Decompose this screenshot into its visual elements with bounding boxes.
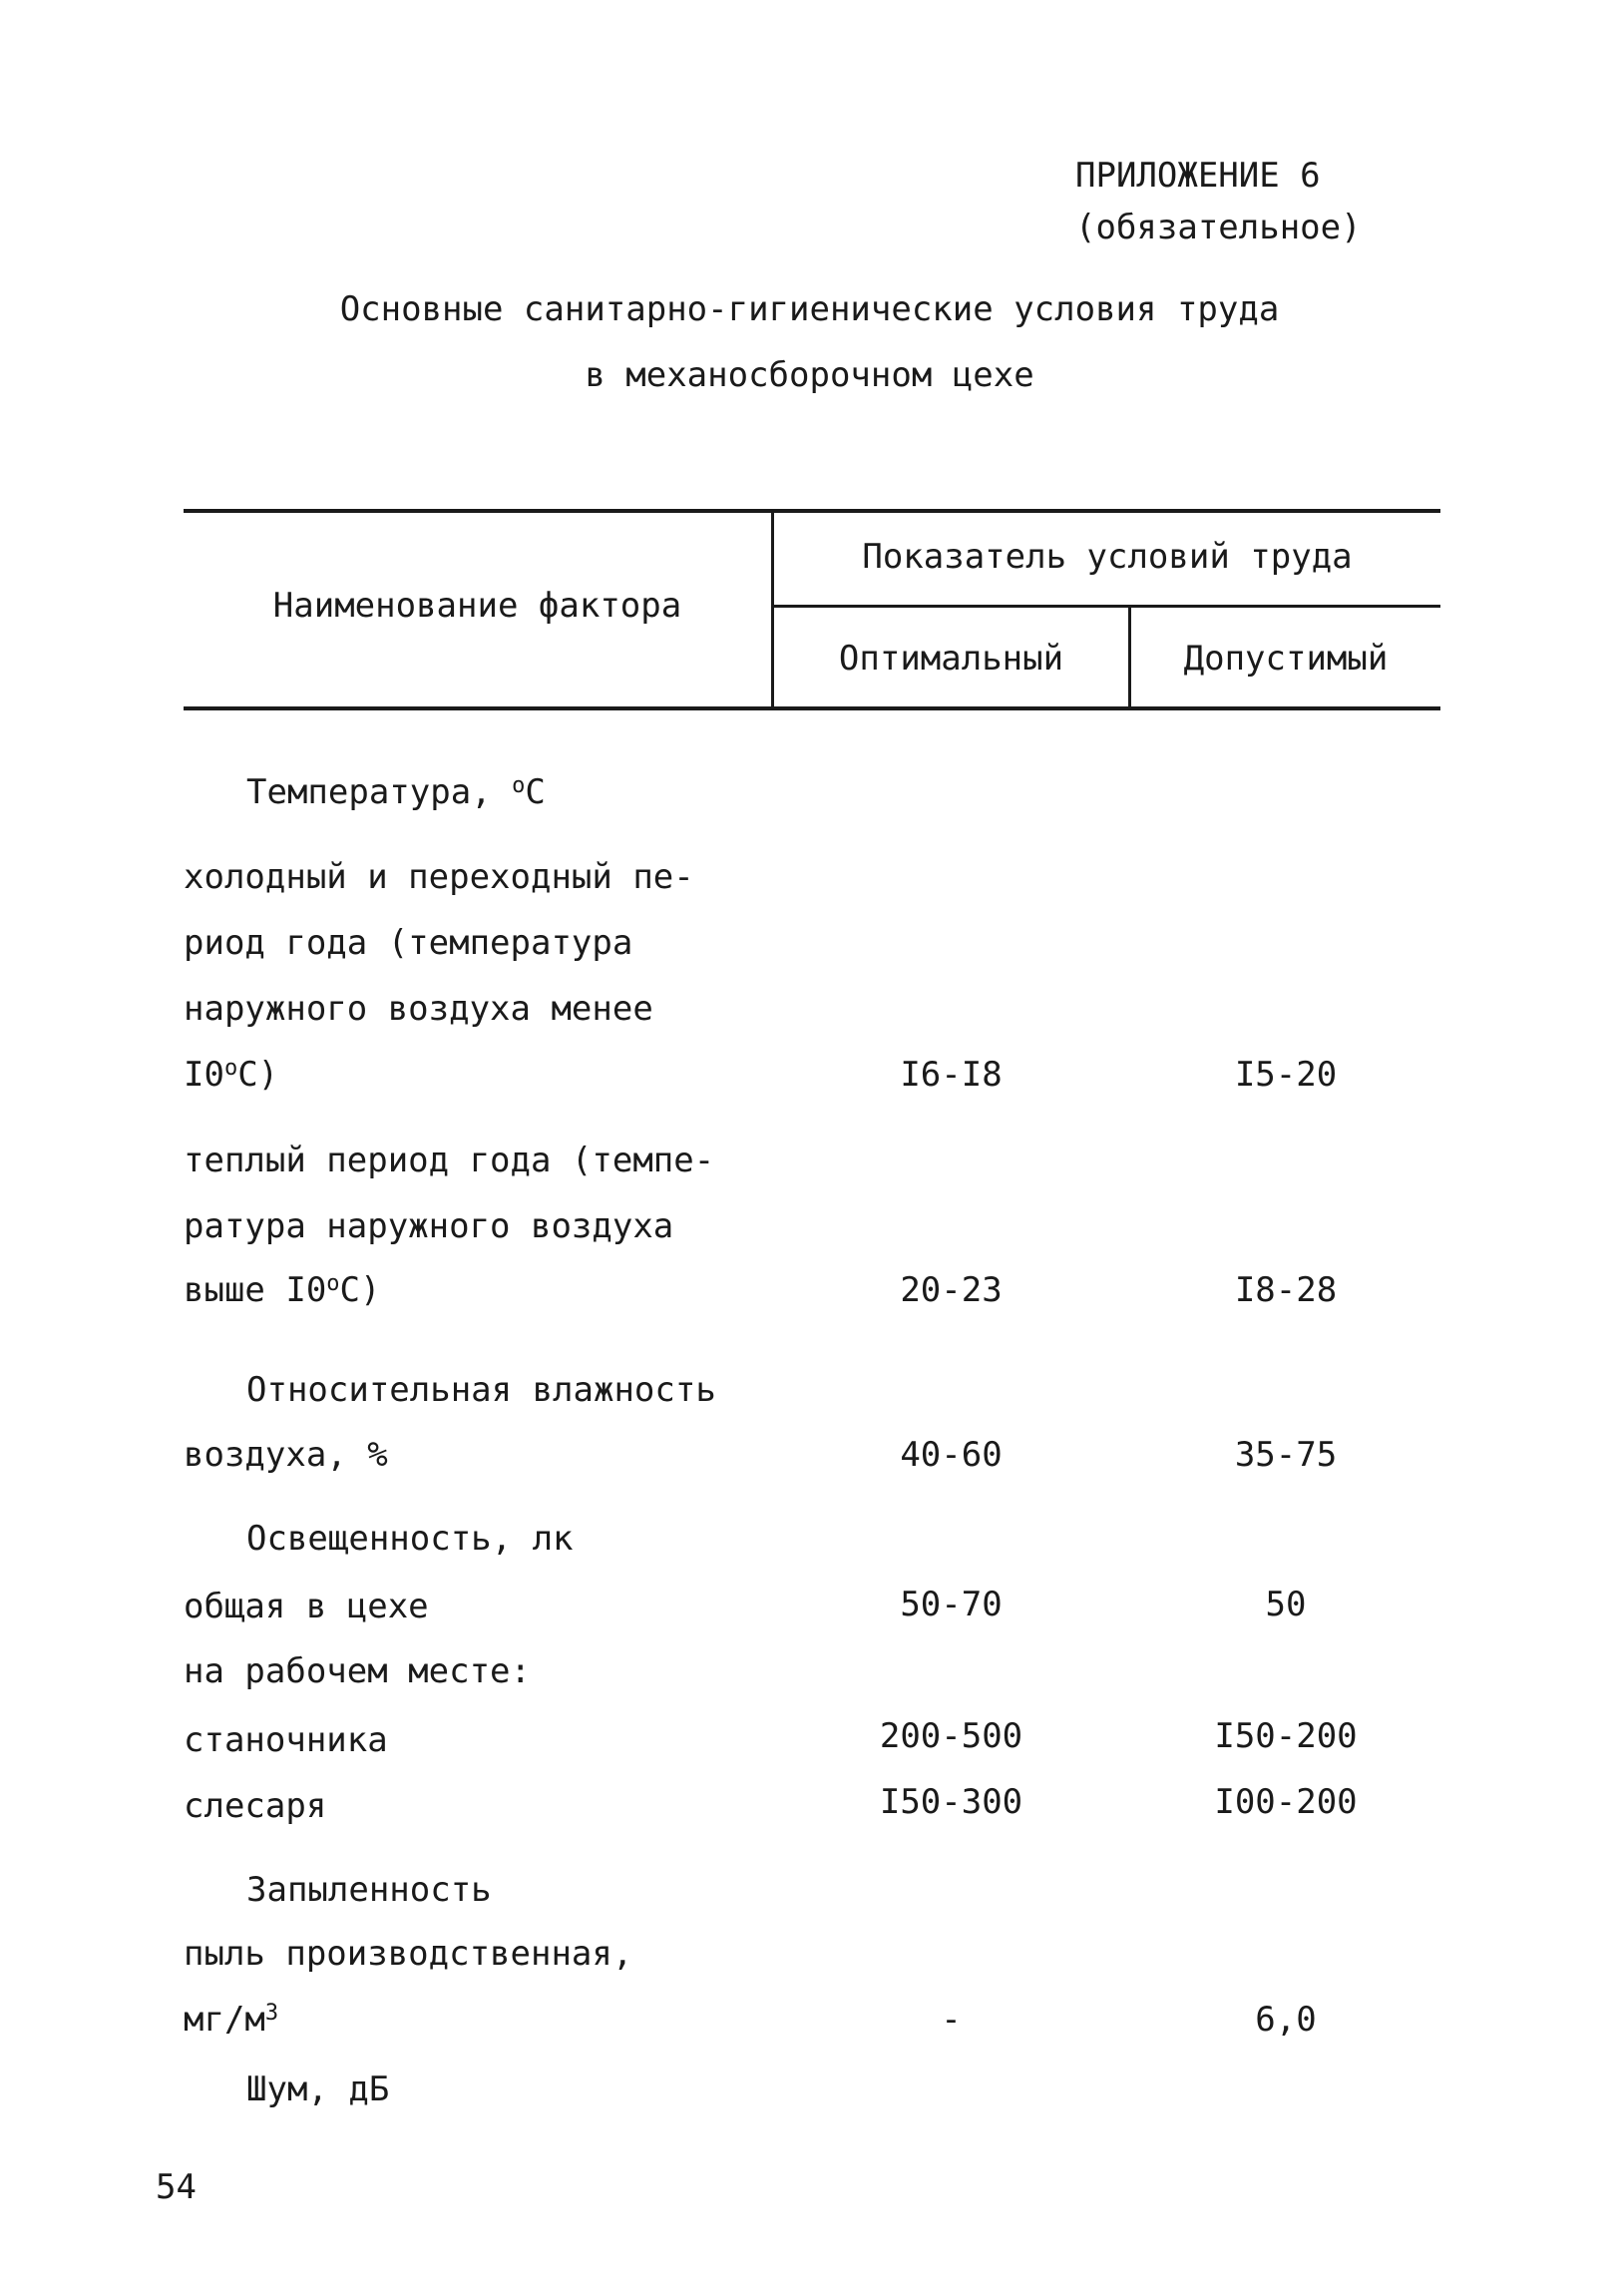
degree-sup: о bbox=[512, 773, 526, 798]
humidity-permissible: 35-75 bbox=[1234, 1435, 1338, 1475]
header-optimal: Оптимальный bbox=[838, 639, 1064, 679]
dust-unit bbox=[184, 2000, 278, 2040]
cold-period-line-1: холодный и переходный пе- bbox=[184, 857, 694, 897]
header-factor: Наименование фактора bbox=[272, 586, 682, 626]
dust-permissible: 6,0 bbox=[1255, 2000, 1317, 2040]
document-title-line-1: Основные санитарно-гигиенические условия труда bbox=[339, 289, 1280, 329]
cold-period-line-4-post: С) bbox=[237, 1055, 279, 1095]
illumination-fitter-optimal: I50-300 bbox=[879, 1782, 1023, 1822]
cold-period-line-2: риод года (температура bbox=[184, 923, 633, 963]
cubic-sup: 3 bbox=[264, 2001, 279, 2026]
header-subdivider-rule bbox=[772, 605, 1440, 608]
table-top-rule bbox=[184, 509, 1440, 513]
cold-period-line-3: наружного воздуха менее bbox=[184, 989, 653, 1029]
illumination-machinist: станочника bbox=[184, 1720, 388, 1760]
warm-period-optimal: 20-23 bbox=[900, 1270, 1003, 1310]
illumination-general-optimal: 50-70 bbox=[900, 1585, 1003, 1624]
dust-heading: Запыленность bbox=[246, 1870, 492, 1910]
illumination-heading: Освещенность, лк bbox=[246, 1519, 574, 1559]
cold-period-optimal: I6-I8 bbox=[900, 1055, 1003, 1095]
degree-unit: С bbox=[525, 772, 546, 812]
appendix-label: ПРИЛОЖЕНИЕ 6 bbox=[1075, 156, 1321, 196]
illumination-machinist-optimal: 200-500 bbox=[879, 1716, 1023, 1756]
warm-period-permissible: I8-28 bbox=[1234, 1270, 1338, 1310]
cold-period-permissible: I5-20 bbox=[1234, 1055, 1338, 1095]
degree-sup: о bbox=[326, 1271, 340, 1296]
humidity-line-2: воздуха, % bbox=[184, 1435, 388, 1475]
humidity-optimal: 40-60 bbox=[900, 1435, 1003, 1475]
header-indicator: Показатель условий труда bbox=[862, 537, 1353, 577]
humidity-line-1: Относительная влажность bbox=[246, 1370, 716, 1410]
warm-period-line-2: ратура наружного воздуха bbox=[184, 1206, 674, 1246]
dust-unit-pre: мг/м bbox=[184, 2000, 265, 2040]
header-permissible: Допустимый bbox=[1183, 639, 1389, 679]
degree-sup: о bbox=[223, 1056, 238, 1081]
warm-period-line-1: теплый период года (темпе- bbox=[184, 1141, 715, 1180]
temperature-heading bbox=[246, 772, 546, 812]
warm-period-line-3-post: С) bbox=[339, 1270, 381, 1310]
document-title-line-2: в механосборочном цехе bbox=[585, 355, 1034, 395]
dust-optimal: - bbox=[941, 2000, 962, 2040]
illumination-fitter-permissible: I00-200 bbox=[1214, 1782, 1358, 1822]
table-header-bottom-rule bbox=[184, 706, 1440, 710]
noise-heading: Шум, дБ bbox=[246, 2069, 390, 2109]
temperature-heading-text: Температура, bbox=[246, 772, 492, 812]
illumination-fitter: слесаря bbox=[184, 1786, 327, 1826]
illumination-general: общая в цехе bbox=[184, 1587, 429, 1626]
page-number: 54 bbox=[156, 2167, 197, 2207]
illumination-machinist-permissible: I50-200 bbox=[1214, 1716, 1358, 1756]
illumination-workplace: на рабочем месте: bbox=[184, 1651, 531, 1691]
appendix-note: (обязательное) bbox=[1075, 208, 1362, 247]
dust-line-1: пыль производственная, bbox=[184, 1934, 633, 1974]
warm-period-line-3-pre: выше I0 bbox=[184, 1270, 327, 1310]
cold-period-line-4 bbox=[184, 1055, 278, 1095]
cold-period-line-4-pre: I0 bbox=[184, 1055, 224, 1095]
warm-period-line-3 bbox=[184, 1270, 381, 1310]
illumination-general-permissible: 50 bbox=[1265, 1585, 1307, 1624]
